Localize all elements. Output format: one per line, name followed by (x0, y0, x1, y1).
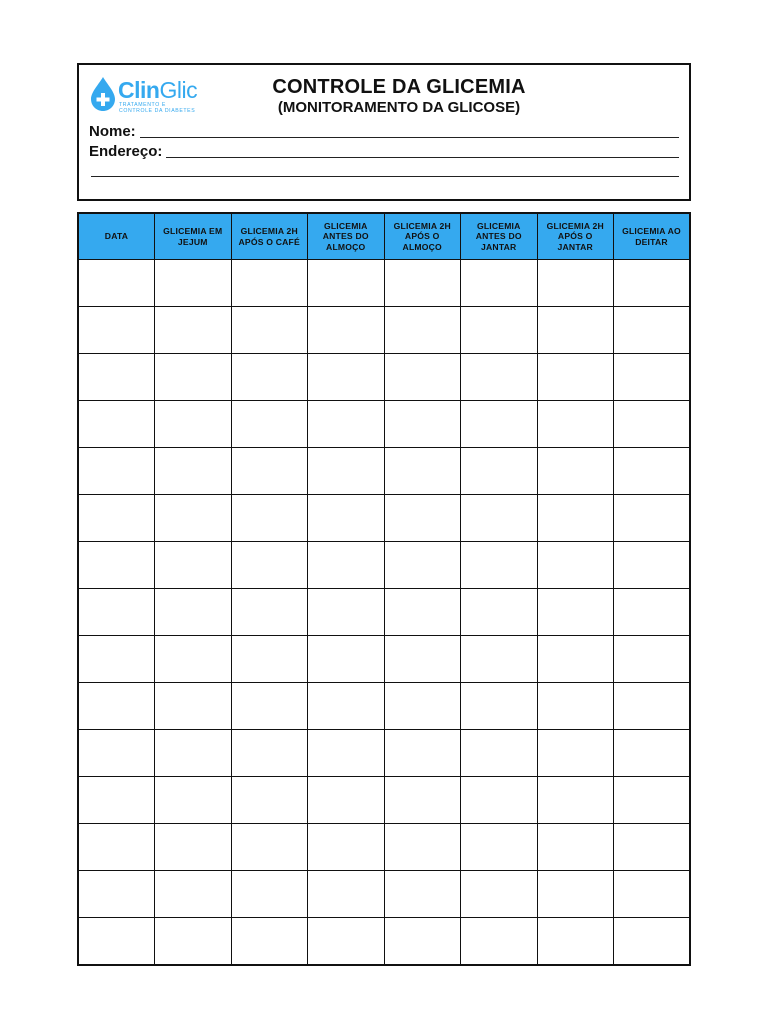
table-cell[interactable] (537, 683, 614, 730)
glucose-log-table (77, 212, 691, 966)
table-cell[interactable] (461, 683, 538, 730)
table-cell[interactable] (308, 683, 385, 730)
table-cell[interactable] (537, 871, 614, 918)
table-cell[interactable] (308, 542, 385, 589)
table-cell[interactable] (384, 260, 461, 307)
table-cell[interactable] (231, 495, 308, 542)
table-cell[interactable] (461, 495, 538, 542)
table-cell[interactable] (308, 824, 385, 871)
table-cell[interactable] (308, 401, 385, 448)
table-cell[interactable] (231, 354, 308, 401)
table-cell[interactable] (155, 824, 232, 871)
table-cell[interactable] (384, 589, 461, 636)
table-cell[interactable] (78, 730, 155, 777)
table-cell[interactable] (231, 730, 308, 777)
table-cell[interactable] (537, 401, 614, 448)
table-cell[interactable] (78, 871, 155, 918)
table-cell[interactable] (231, 871, 308, 918)
table-cell[interactable] (461, 777, 538, 824)
table-cell[interactable] (78, 448, 155, 495)
table-row (78, 354, 690, 401)
table-cell[interactable] (155, 448, 232, 495)
table-cell[interactable] (537, 730, 614, 777)
table-cell[interactable] (614, 871, 691, 918)
table-cell[interactable] (461, 730, 538, 777)
table-cell[interactable] (308, 636, 385, 683)
column-header: GLICEMIA 2H APÓS O JANTAR (537, 213, 614, 260)
table-cell[interactable] (231, 683, 308, 730)
table-row (78, 918, 690, 966)
address-extra-line[interactable] (91, 176, 679, 177)
column-header: GLICEMIA EM JEJUM (155, 213, 232, 260)
table-cell[interactable] (231, 260, 308, 307)
name-field[interactable] (89, 121, 679, 141)
table-cell[interactable] (537, 589, 614, 636)
table-cell[interactable] (461, 824, 538, 871)
table-cell[interactable] (537, 354, 614, 401)
table-cell[interactable] (461, 354, 538, 401)
table-cell[interactable] (155, 777, 232, 824)
table-cell[interactable] (231, 777, 308, 824)
table-row (78, 542, 690, 589)
table-cell[interactable] (308, 495, 385, 542)
table-cell[interactable] (614, 918, 691, 966)
table-cell[interactable] (614, 636, 691, 683)
table-cell[interactable] (461, 871, 538, 918)
table-cell[interactable] (614, 777, 691, 824)
table-cell[interactable] (155, 918, 232, 966)
table-cell[interactable] (78, 683, 155, 730)
table-cell[interactable] (461, 918, 538, 966)
table-cell[interactable] (308, 730, 385, 777)
table-cell[interactable] (537, 448, 614, 495)
table-cell[interactable] (537, 918, 614, 966)
table-cell[interactable] (155, 730, 232, 777)
table-cell[interactable] (614, 448, 691, 495)
page-subtitle: (MONITORAMENTO DA GLICOSE) (277, 99, 521, 116)
table-cell[interactable] (384, 777, 461, 824)
table-cell[interactable] (614, 542, 691, 589)
table-cell[interactable] (384, 495, 461, 542)
table-cell[interactable] (155, 589, 232, 636)
table-row (78, 495, 690, 542)
column-header: GLICEMIA 2H APÓS O ALMOÇO (384, 213, 461, 260)
address-line[interactable] (166, 157, 679, 158)
table-cell[interactable] (155, 636, 232, 683)
table-row (78, 260, 690, 307)
table-row (78, 777, 690, 824)
table-cell[interactable] (461, 448, 538, 495)
table-cell[interactable] (614, 401, 691, 448)
table-cell[interactable] (614, 260, 691, 307)
header-box (77, 63, 691, 201)
name-label: Nome: (89, 123, 136, 140)
table-cell[interactable] (78, 824, 155, 871)
table-cell[interactable] (231, 589, 308, 636)
table-cell[interactable] (231, 918, 308, 966)
column-header: GLICEMIA ANTES DO ALMOÇO (308, 213, 385, 260)
column-header: GLICEMIA AO DEITAR (614, 213, 691, 260)
table-row (78, 589, 690, 636)
table-cell[interactable] (155, 871, 232, 918)
table-cell[interactable] (78, 495, 155, 542)
logo-tagline-line2: CONTROLE DA DIABETES (119, 107, 196, 114)
table-cell[interactable] (155, 401, 232, 448)
table-row (78, 683, 690, 730)
table-cell[interactable] (537, 307, 614, 354)
table-row (78, 730, 690, 777)
table-cell[interactable] (614, 354, 691, 401)
table-cell[interactable] (78, 401, 155, 448)
logo-wordmark-bold: Clin (118, 77, 160, 103)
table-cell[interactable] (384, 542, 461, 589)
table-row (78, 871, 690, 918)
table-body (78, 260, 690, 966)
column-header: GLICEMIA 2H APÓS O CAFÉ (231, 213, 308, 260)
table-cell[interactable] (308, 260, 385, 307)
table-cell[interactable] (537, 495, 614, 542)
table-header-row (78, 213, 690, 260)
table-cell[interactable] (537, 542, 614, 589)
table-cell[interactable] (537, 260, 614, 307)
table-cell[interactable] (308, 777, 385, 824)
table-cell[interactable] (155, 495, 232, 542)
table-cell[interactable] (231, 401, 308, 448)
table-cell[interactable] (384, 871, 461, 918)
table-cell[interactable] (614, 683, 691, 730)
table-cell[interactable] (78, 542, 155, 589)
table-cell[interactable] (78, 307, 155, 354)
table-cell[interactable] (78, 589, 155, 636)
address-field[interactable] (89, 141, 679, 161)
table-cell[interactable] (461, 401, 538, 448)
logo-tagline-line1: TRATAMENTO E (119, 102, 166, 108)
table-cell[interactable] (384, 354, 461, 401)
table-cell[interactable] (537, 824, 614, 871)
table-cell[interactable] (308, 448, 385, 495)
table-cell[interactable] (231, 542, 308, 589)
table-row (78, 401, 690, 448)
table-cell[interactable] (78, 777, 155, 824)
table-cell[interactable] (461, 636, 538, 683)
table-cell[interactable] (231, 307, 308, 354)
table-cell[interactable] (537, 777, 614, 824)
table-cell[interactable] (78, 918, 155, 966)
table-cell[interactable] (384, 307, 461, 354)
table-cell[interactable] (461, 260, 538, 307)
table-row (78, 307, 690, 354)
table-cell[interactable] (308, 918, 385, 966)
table-cell[interactable] (78, 260, 155, 307)
table-cell[interactable] (614, 824, 691, 871)
table-cell[interactable] (384, 730, 461, 777)
table-cell[interactable] (78, 636, 155, 683)
table-cell[interactable] (614, 495, 691, 542)
table-cell[interactable] (384, 824, 461, 871)
table-cell[interactable] (78, 354, 155, 401)
table-cell[interactable] (155, 354, 232, 401)
column-header: DATA (78, 213, 155, 260)
table-cell[interactable] (461, 589, 538, 636)
table-cell[interactable] (614, 589, 691, 636)
table-cell[interactable] (231, 448, 308, 495)
column-header: GLICEMIA ANTES DO JANTAR (461, 213, 538, 260)
table-cell[interactable] (308, 307, 385, 354)
name-line[interactable] (140, 137, 679, 138)
table-cell[interactable] (155, 683, 232, 730)
table-cell[interactable] (384, 683, 461, 730)
table-cell[interactable] (231, 824, 308, 871)
table-row (78, 824, 690, 871)
table-cell[interactable] (155, 307, 232, 354)
table-cell[interactable] (308, 871, 385, 918)
logo-wordmark-light: Glic (159, 77, 198, 103)
table-row (78, 448, 690, 495)
table-row (78, 636, 690, 683)
table-cell[interactable] (308, 354, 385, 401)
table-cell[interactable] (384, 448, 461, 495)
table-cell[interactable] (384, 401, 461, 448)
table-cell[interactable] (614, 730, 691, 777)
table-cell[interactable] (155, 260, 232, 307)
address-label: Endereço: (89, 143, 163, 160)
table-cell[interactable] (155, 542, 232, 589)
page-title: CONTROLE DA GLICEMIA (272, 76, 526, 98)
table-cell[interactable] (231, 636, 308, 683)
table-cell[interactable] (384, 918, 461, 966)
table-cell[interactable] (614, 307, 691, 354)
table-cell[interactable] (461, 307, 538, 354)
table-cell[interactable] (308, 589, 385, 636)
table-cell[interactable] (384, 636, 461, 683)
table-cell[interactable] (461, 542, 538, 589)
table-cell[interactable] (537, 636, 614, 683)
